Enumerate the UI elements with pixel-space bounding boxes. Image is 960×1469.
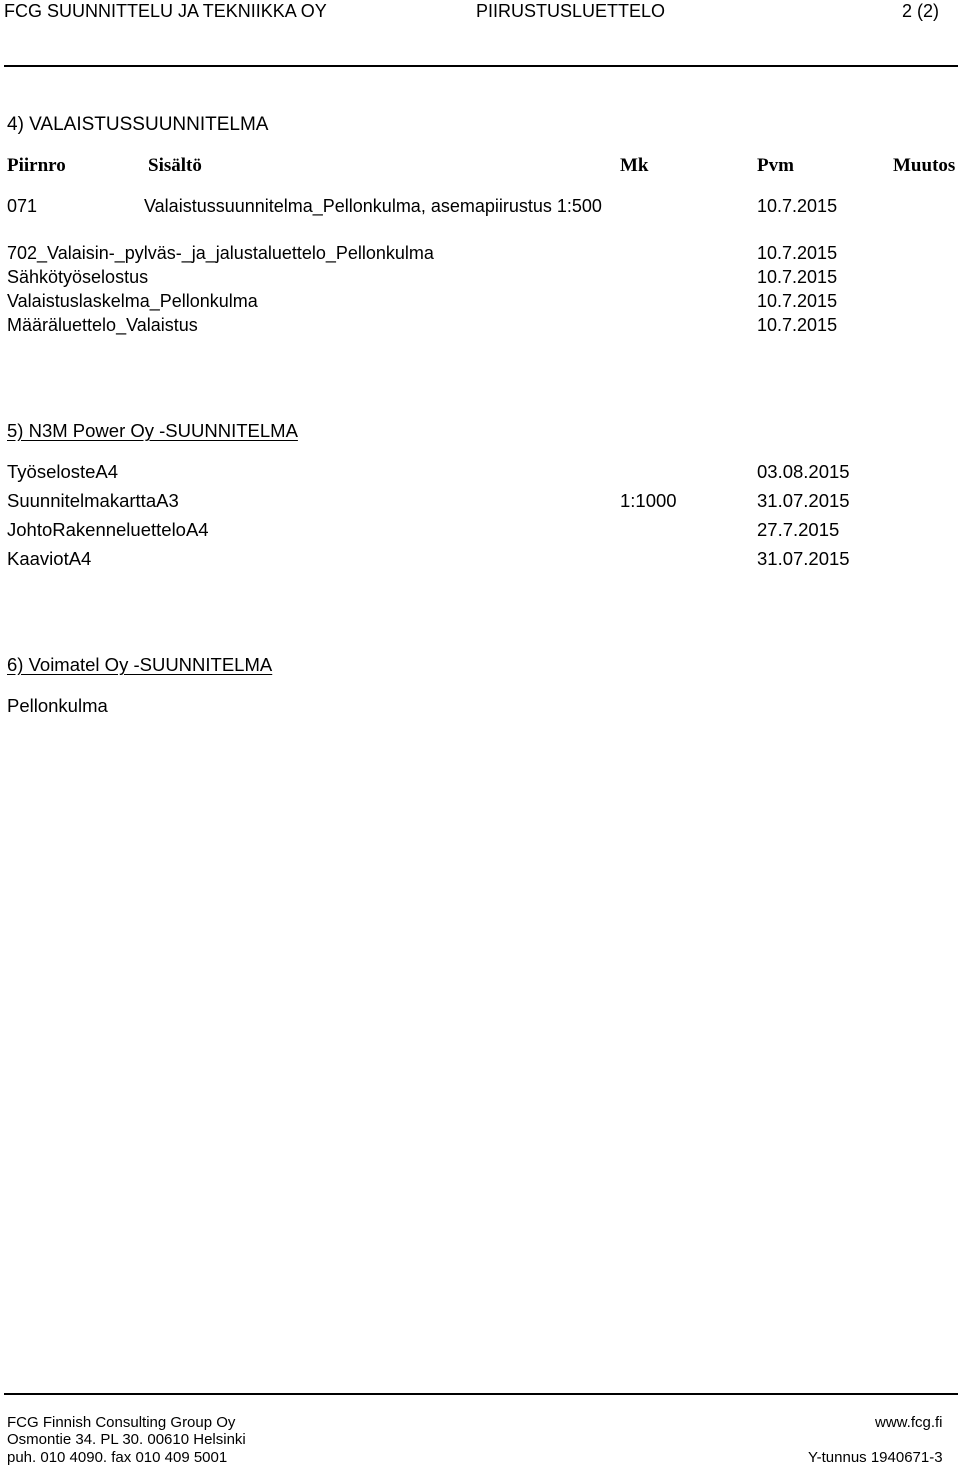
footer-company: FCG Finnish Consulting Group Oy xyxy=(7,1414,236,1431)
section6-subtitle: Pellonkulma xyxy=(7,695,108,716)
s4-row-1-nro: 071 xyxy=(7,196,38,216)
footer-phone: puh. 010 4090. fax 010 409 5001 xyxy=(7,1449,228,1466)
s5-row-1-pvm: 03.08.2015 xyxy=(757,461,850,482)
s5-row-3-content: JohtoRakenneluetteloA4 xyxy=(7,519,209,540)
s5-row-2-mk: 1:1000 xyxy=(620,490,677,511)
column-header-mk: Mk xyxy=(620,155,649,176)
section5-title: 5) N3M Power Oy -SUUNNITELMA xyxy=(7,420,298,441)
s4-row-4-pvm: 10.7.2015 xyxy=(757,291,838,311)
column-header-muutos: Muutos xyxy=(893,155,956,176)
s5-row-2-content: SuunnitelmakarttaA3 xyxy=(7,490,179,511)
s4-row-3-pvm: 10.7.2015 xyxy=(757,267,838,287)
column-header-piirnro: Piirnro xyxy=(7,155,66,176)
header-page-number: 2 (2) xyxy=(902,1,940,21)
s4-row-4-content: Valaistuslaskelma_Pellonkulma xyxy=(7,291,258,311)
s5-row-1-content: TyöselosteA4 xyxy=(7,461,119,482)
header-doc-title: PIIRUSTUSLUETTELO xyxy=(476,1,666,21)
header-rule xyxy=(4,65,958,67)
header-company: FCG SUUNNITTELU JA TEKNIIKKA OY xyxy=(4,1,327,21)
s5-row-4-pvm: 31.07.2015 xyxy=(757,548,850,569)
section4-title: 4) VALAISTUSSUUNNITELMA xyxy=(7,114,269,135)
column-header-sisalto: Sisältö xyxy=(148,155,202,176)
s4-row-5-pvm: 10.7.2015 xyxy=(757,315,838,335)
s4-row-1-pvm: 10.7.2015 xyxy=(757,196,838,216)
s5-row-3-pvm: 27.7.2015 xyxy=(757,519,840,540)
footer-address: Osmontie 34. PL 30. 00610 Helsinki xyxy=(7,1431,246,1448)
s4-row-2-content: 702_Valaisin-_pylväs-_ja_jalustaluettelo_Pellonkulma xyxy=(7,243,434,263)
footer-rule xyxy=(4,1393,958,1395)
column-header-pvm: Pvm xyxy=(757,155,794,176)
section6-title: 6) Voimatel Oy -SUUNNITELMA xyxy=(7,654,273,675)
s5-row-2-pvm: 31.07.2015 xyxy=(757,490,850,511)
s4-row-2-pvm: 10.7.2015 xyxy=(757,243,838,263)
footer-web: www.fcg.fi xyxy=(875,1414,943,1431)
s4-row-1-content: Valaistussuunnitelma_Pellonkulma, asemapiirustus 1:500 xyxy=(144,196,602,216)
s4-row-5-content: Määräluettelo_Valaistus xyxy=(7,315,198,335)
footer-ytunnus: Y-tunnus 1940671-3 xyxy=(808,1449,943,1466)
s4-row-3-content: Sähkötyöselostus xyxy=(7,267,149,287)
s5-row-4-content: KaaviotA4 xyxy=(7,548,92,569)
